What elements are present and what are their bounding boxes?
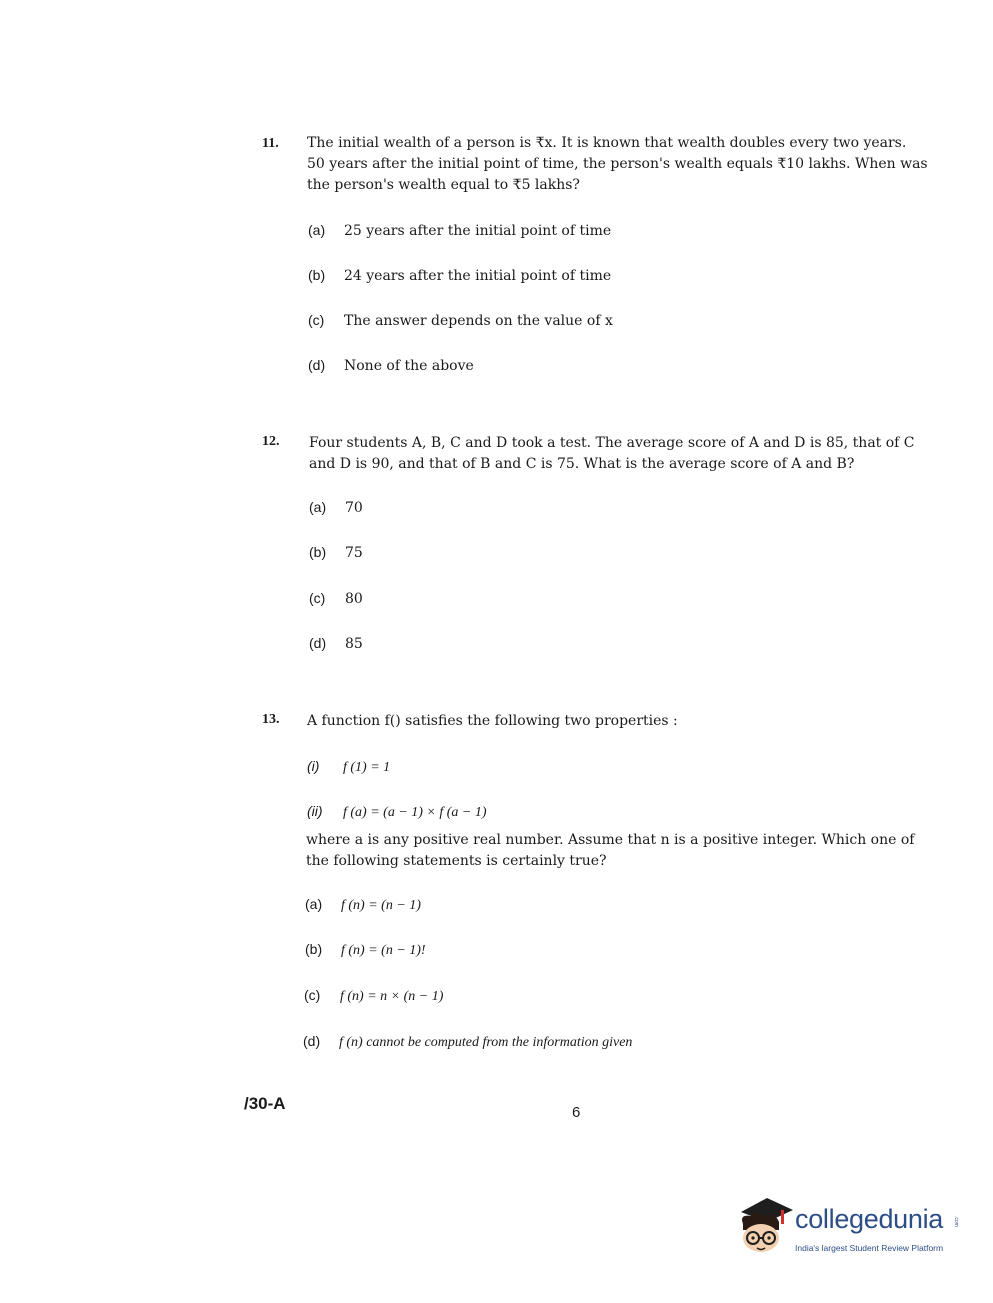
option-d xyxy=(309,635,363,652)
option-text: 24 years after the initial point of time xyxy=(344,268,612,284)
question-line: and D is 90, and that of B and C is 75. What is the average score of A and B? xyxy=(309,456,855,472)
property-text: f (1) = 1 xyxy=(343,760,391,775)
question-intro: A function f() satisfies the following two properties : xyxy=(307,713,678,729)
property-i xyxy=(307,758,390,776)
option-a xyxy=(309,499,363,516)
question-number: 13. xyxy=(262,712,280,727)
logo-suffix: .com xyxy=(953,1216,959,1227)
question-line: the following statements is certainly true? xyxy=(306,853,607,869)
option-text: 70 xyxy=(345,500,363,516)
option-text: The answer depends on the value of x xyxy=(344,313,613,329)
page-number: 6 xyxy=(572,1104,581,1121)
logo-tagline: India's largest Student Review Platform xyxy=(795,1243,944,1253)
option-text: 75 xyxy=(345,545,363,561)
logo-wordmark: collegedunia xyxy=(795,1204,944,1234)
option-a xyxy=(305,896,421,914)
property-label: (i) xyxy=(307,758,320,774)
option-text: f (n) = n × (n − 1) xyxy=(340,989,444,1004)
property-ii xyxy=(307,803,487,821)
option-b xyxy=(309,544,363,561)
question-line: where a is any positive real number. Assume that n is a positive integer. Which one of xyxy=(306,832,915,848)
option-c xyxy=(308,312,613,329)
option-label: (c) xyxy=(308,312,325,328)
question-line: the person's wealth equal to ₹5 lakhs? xyxy=(307,177,580,193)
mascot-icon xyxy=(733,1196,797,1260)
option-label: (d) xyxy=(308,357,326,373)
option-text: f (n) = (n − 1)! xyxy=(341,943,426,958)
question-text xyxy=(306,830,914,872)
option-label: (d) xyxy=(303,1033,321,1049)
option-text: None of the above xyxy=(344,358,474,374)
property-text: f (a) = (a − 1) × f (a − 1) xyxy=(343,805,487,820)
option-label: (c) xyxy=(309,590,326,606)
option-text: f (n) cannot be computed from the information given xyxy=(339,1035,633,1050)
option-label: (b) xyxy=(305,941,323,957)
option-b xyxy=(305,941,426,959)
option-d xyxy=(303,1033,632,1051)
option-d xyxy=(308,357,474,374)
option-a xyxy=(308,222,611,239)
question-number: 11. xyxy=(262,136,279,151)
question-line: Four students A, B, C and D took a test. The average score of A and D is 85, that of C xyxy=(309,435,915,451)
option-text: f (n) = (n − 1) xyxy=(341,898,421,913)
property-label: (ii) xyxy=(307,803,323,819)
option-label: (b) xyxy=(308,267,326,283)
option-text: 25 years after the initial point of time xyxy=(344,223,612,239)
option-b xyxy=(308,267,611,284)
option-label: (a) xyxy=(309,499,327,515)
question-number: 12. xyxy=(262,434,280,449)
question-line: The initial wealth of a person is ₹x. It is known that wealth doubles every two years. xyxy=(307,135,907,151)
question-text xyxy=(309,433,915,475)
question-text xyxy=(307,133,928,196)
option-c xyxy=(304,987,443,1005)
option-label: (b) xyxy=(309,544,327,560)
option-label: (a) xyxy=(305,896,323,912)
option-label: (c) xyxy=(304,987,321,1003)
booklet-code: /30-A xyxy=(244,1094,286,1113)
question-line: 50 years after the initial point of time, the person's wealth equals ₹10 lakhs. When was xyxy=(307,156,928,172)
collegedunia-logo xyxy=(733,1196,963,1266)
option-c xyxy=(309,590,363,607)
option-label: (d) xyxy=(309,635,327,651)
option-text: 80 xyxy=(345,591,363,607)
option-label: (a) xyxy=(308,222,326,238)
option-text: 85 xyxy=(345,636,363,652)
